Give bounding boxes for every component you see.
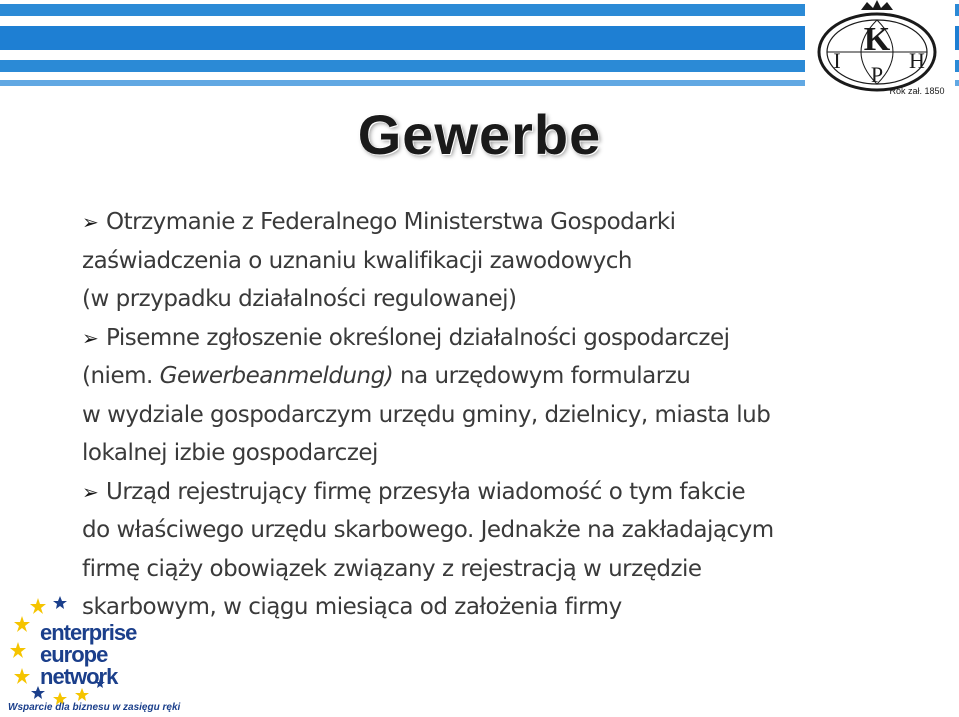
een-line-europe: europe — [40, 642, 108, 667]
iph-caption: Rok zał. 1850 — [889, 86, 945, 96]
p2-line3: w wydziale gospodarczym urzędu gminy, dzielnicy, miasta lub — [82, 401, 771, 428]
p1-line2: zaświadczenia o uznaniu kwalifikacji zawodowych — [82, 247, 632, 274]
iph-letter-p: P — [870, 62, 884, 87]
slide-body — [82, 203, 902, 627]
p3-line4: skarbowym, w ciągu miesiąca od założenia firmy — [82, 594, 622, 620]
een-caption: Wsparcie dla biznesu w zasięgu ręki — [8, 702, 181, 713]
paragraph-1 — [82, 203, 902, 319]
p3-line2: do właściwego urzędu skarbowego. Jednakże na zakładającym — [82, 517, 774, 543]
arrow-bullet-icon: ➢ — [82, 325, 99, 350]
p2-line2-pre: (niem. — [82, 363, 160, 389]
p2-line2-italic: Gewerbeanmeldung) — [159, 363, 394, 389]
een-line-network: network — [40, 664, 118, 689]
p1-line3: (w przypadku działalności regulowanej) — [82, 286, 517, 312]
arrow-bullet-icon: ➢ — [82, 479, 99, 504]
iph-logo — [805, 0, 955, 98]
iph-letter-h: H — [909, 48, 925, 73]
p2-line1: Pisemne zgłoszenie określonej działalności gospodarczej — [106, 324, 730, 351]
een-wordmark — [40, 622, 136, 688]
een-line-enterprise: enterprise — [40, 620, 137, 645]
iph-letter-k: K — [863, 21, 891, 58]
p3-line3: firmę ciąży obowiązek związany z rejestracją w urzędzie — [82, 555, 702, 582]
p2-line2-post: na urzędowym formularzu — [393, 363, 691, 389]
slide-title: Gewerbe — [357, 103, 602, 166]
p1-line1: Otrzymanie z Federalnego Ministerstwa Gospodarki — [106, 209, 676, 235]
p3-line1: Urząd rejestrujący firmę przesyła wiadomość o tym fakcie — [106, 478, 746, 505]
paragraph-2 — [82, 319, 902, 473]
p2-line4: lokalnej izbie gospodarczej — [82, 440, 378, 466]
paragraph-3 — [82, 473, 902, 627]
iph-letter-i: I — [833, 48, 841, 73]
arrow-bullet-icon: ➢ — [82, 210, 99, 234]
